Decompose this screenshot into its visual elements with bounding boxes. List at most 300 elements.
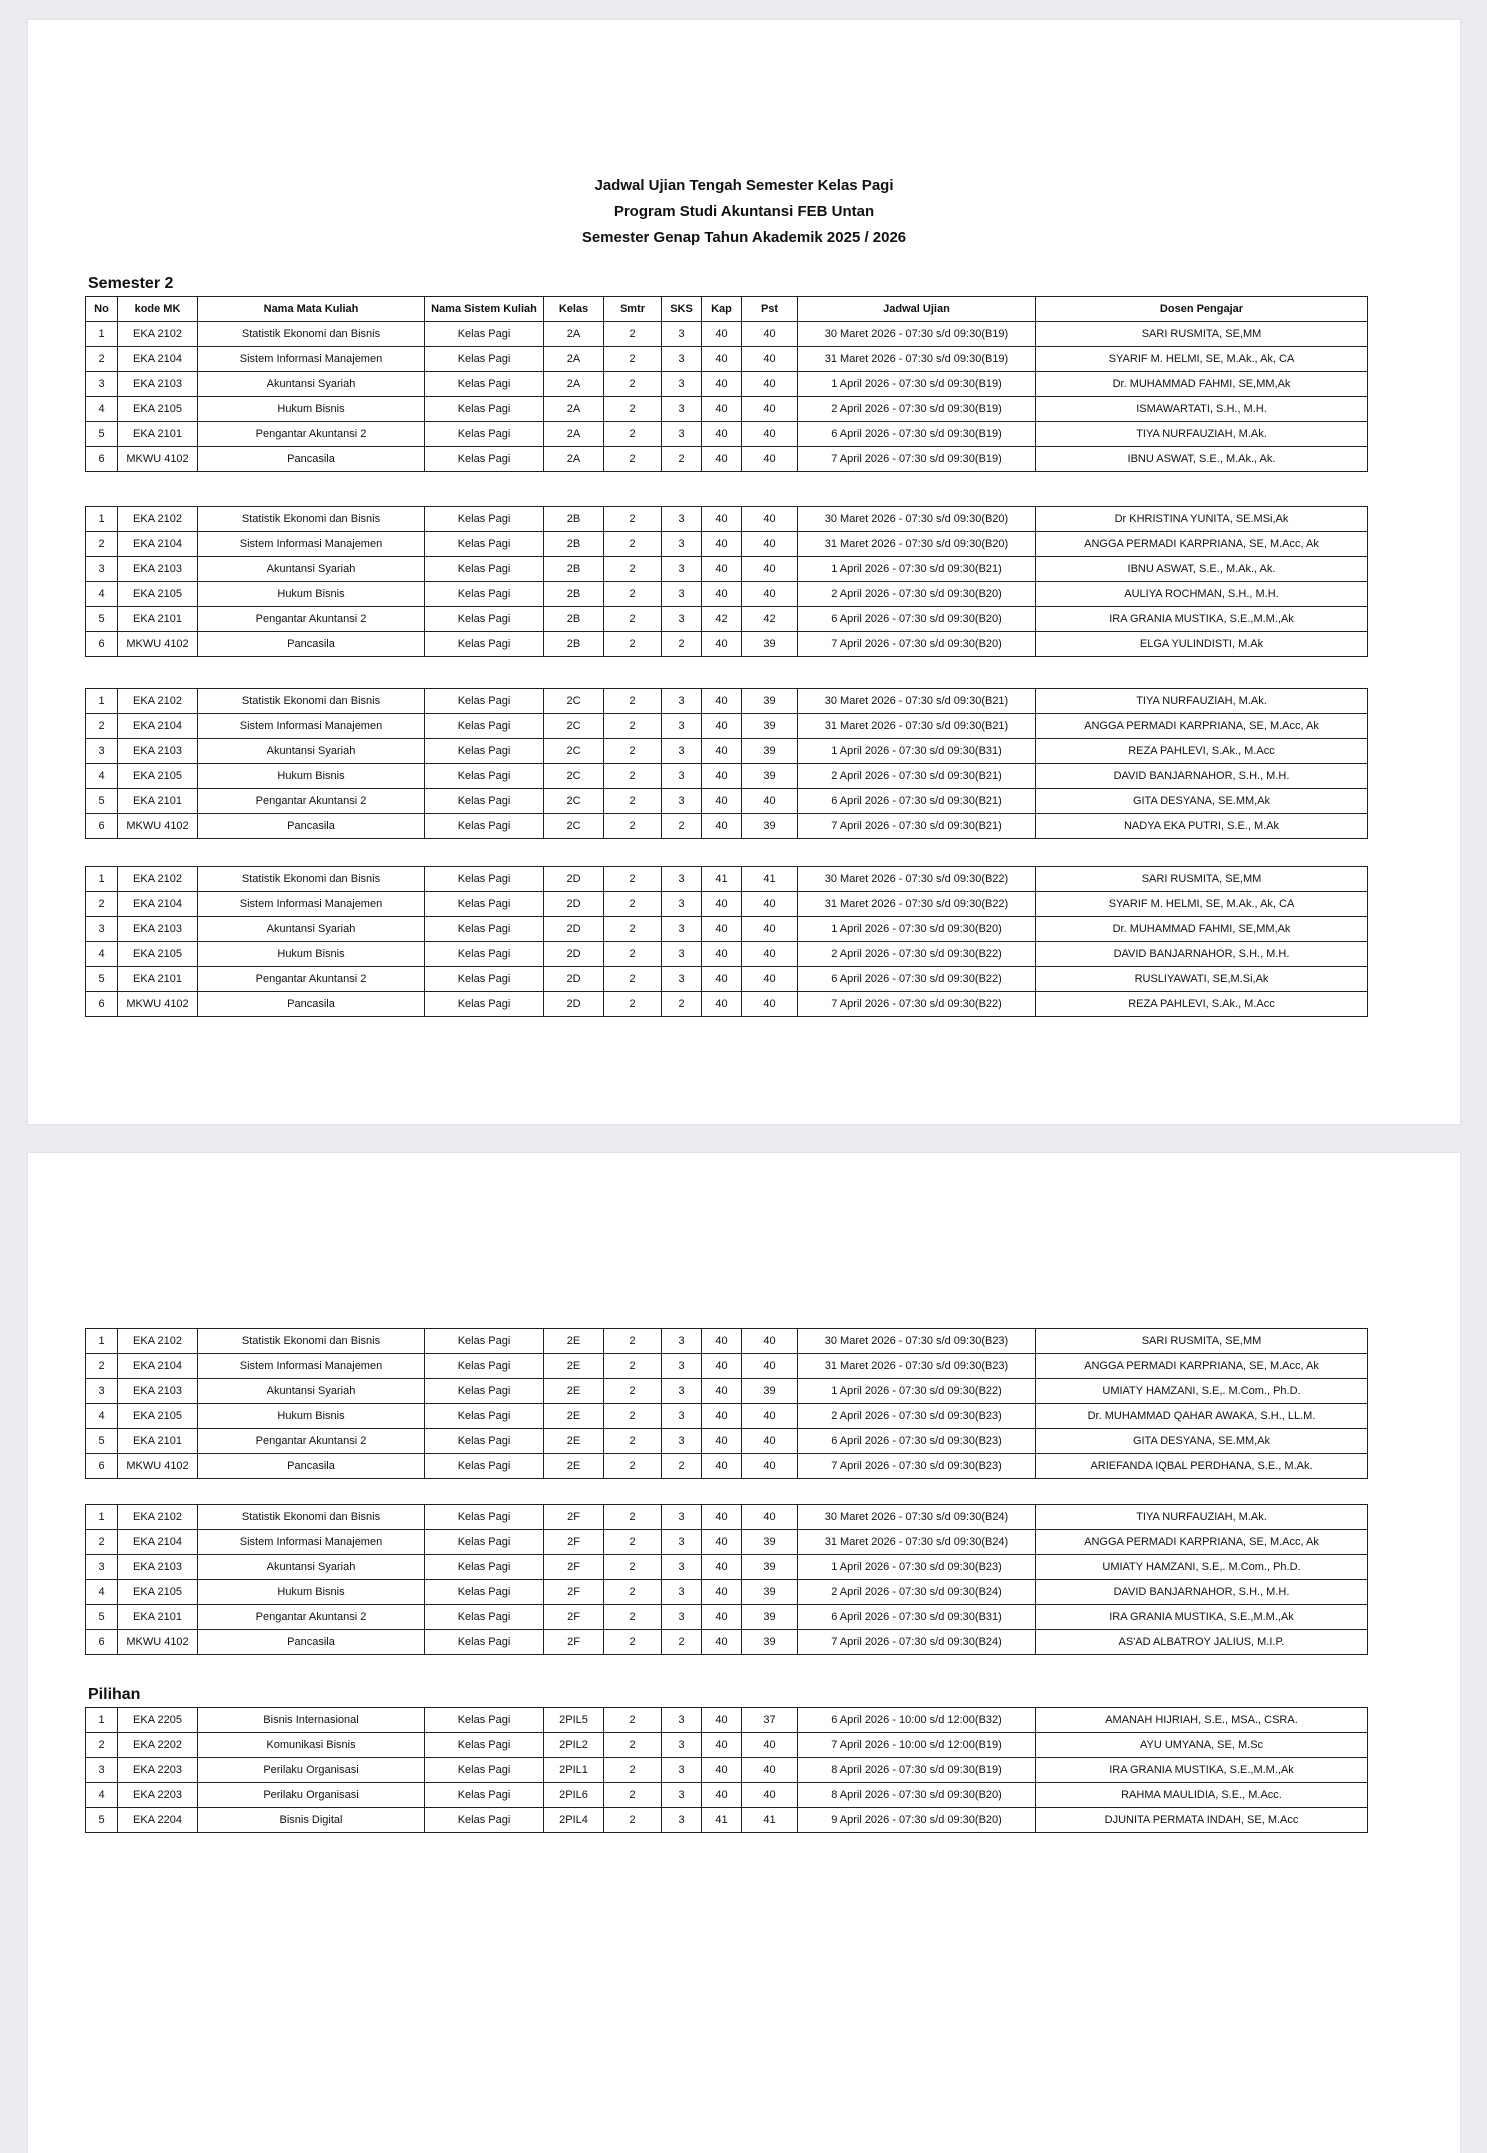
table-row [86, 372, 1368, 397]
col-smtr: 2 [604, 1354, 662, 1379]
col-sks: 2 [662, 632, 702, 657]
col-nama-mata-kuliah: Perilaku Organisasi [198, 1783, 425, 1808]
col-smtr: 2 [604, 1555, 662, 1580]
col-kap: 40 [702, 347, 742, 372]
col-pst: 39 [742, 739, 798, 764]
col-smtr: 2 [604, 764, 662, 789]
table-row [86, 1733, 1368, 1758]
col-jadwal-ujian: 7 April 2026 - 07:30 s/d 09:30(B19) [798, 447, 1036, 472]
col-kode-mk: EKA 2104 [118, 892, 198, 917]
schedule-table-2c [85, 688, 1368, 839]
col-smtr: 2 [604, 992, 662, 1017]
col-no: 2 [86, 1354, 118, 1379]
column-header-no: No [86, 297, 118, 322]
col-kode-mk: EKA 2102 [118, 867, 198, 892]
table-row [86, 1630, 1368, 1655]
col-smtr: 2 [604, 397, 662, 422]
col-sks: 3 [662, 689, 702, 714]
col-sks: 3 [662, 1429, 702, 1454]
col-dosen-pengajar: Dr. MUHAMMAD FAHMI, SE,MM,Ak [1036, 372, 1368, 397]
col-kelas: 2A [544, 422, 604, 447]
col-kelas: 2F [544, 1505, 604, 1530]
col-kode-mk: EKA 2104 [118, 532, 198, 557]
column-header-jadwal-ujian: Jadwal Ujian [798, 297, 1036, 322]
col-dosen-pengajar: IBNU ASWAT, S.E., M.Ak., Ak. [1036, 557, 1368, 582]
col-sistem-kuliah: Kelas Pagi [425, 992, 544, 1017]
col-pst: 41 [742, 1808, 798, 1833]
col-sistem-kuliah: Kelas Pagi [425, 422, 544, 447]
col-nama-mata-kuliah: Akuntansi Syariah [198, 1379, 425, 1404]
col-smtr: 2 [604, 1580, 662, 1605]
col-pst: 40 [742, 1404, 798, 1429]
col-smtr: 2 [604, 1630, 662, 1655]
col-smtr: 2 [604, 507, 662, 532]
section-label-pilihan: Pilihan [88, 1686, 141, 1703]
col-jadwal-ujian: 1 April 2026 - 07:30 s/d 09:30(B31) [798, 739, 1036, 764]
col-pst: 40 [742, 1329, 798, 1354]
col-kode-mk: MKWU 4102 [118, 814, 198, 839]
col-nama-mata-kuliah: Pancasila [198, 814, 425, 839]
col-sistem-kuliah: Kelas Pagi [425, 942, 544, 967]
col-pst: 39 [742, 714, 798, 739]
col-jadwal-ujian: 30 Maret 2026 - 07:30 s/d 09:30(B22) [798, 867, 1036, 892]
col-nama-mata-kuliah: Statistik Ekonomi dan Bisnis [198, 1505, 425, 1530]
col-no: 4 [86, 764, 118, 789]
col-no: 3 [86, 1555, 118, 1580]
col-no: 2 [86, 532, 118, 557]
table-row [86, 1329, 1368, 1354]
col-jadwal-ujian: 6 April 2026 - 07:30 s/d 09:30(B22) [798, 967, 1036, 992]
schedule-table-2b [85, 506, 1368, 657]
col-pst: 42 [742, 607, 798, 632]
col-kode-mk: EKA 2204 [118, 1808, 198, 1833]
col-nama-mata-kuliah: Pengantar Akuntansi 2 [198, 1605, 425, 1630]
col-kap: 40 [702, 789, 742, 814]
col-kap: 40 [702, 557, 742, 582]
col-smtr: 2 [604, 322, 662, 347]
col-kap: 40 [702, 1555, 742, 1580]
col-kode-mk: EKA 2101 [118, 1605, 198, 1630]
col-sks: 3 [662, 967, 702, 992]
col-kelas: 2D [544, 992, 604, 1017]
col-jadwal-ujian: 9 April 2026 - 07:30 s/d 09:30(B20) [798, 1808, 1036, 1833]
col-sistem-kuliah: Kelas Pagi [425, 447, 544, 472]
col-sks: 2 [662, 1454, 702, 1479]
col-nama-mata-kuliah: Hukum Bisnis [198, 764, 425, 789]
col-sks: 3 [662, 1379, 702, 1404]
table-row [86, 1758, 1368, 1783]
col-jadwal-ujian: 6 April 2026 - 07:30 s/d 09:30(B31) [798, 1605, 1036, 1630]
col-sistem-kuliah: Kelas Pagi [425, 507, 544, 532]
col-dosen-pengajar: RAHMA MAULIDIA, S.E., M.Acc. [1036, 1783, 1368, 1808]
table-row [86, 917, 1368, 942]
table-row [86, 322, 1368, 347]
col-dosen-pengajar: SYARIF M. HELMI, SE, M.Ak., Ak, CA [1036, 347, 1368, 372]
col-no: 5 [86, 607, 118, 632]
col-dosen-pengajar: ANGGA PERMADI KARPRIANA, SE, M.Acc, Ak [1036, 1530, 1368, 1555]
col-smtr: 2 [604, 1429, 662, 1454]
col-nama-mata-kuliah: Pengantar Akuntansi 2 [198, 967, 425, 992]
col-kelas: 2PIL4 [544, 1808, 604, 1833]
col-kode-mk: EKA 2105 [118, 942, 198, 967]
col-smtr: 2 [604, 739, 662, 764]
col-smtr: 2 [604, 532, 662, 557]
col-kap: 40 [702, 917, 742, 942]
table-row [86, 814, 1368, 839]
col-no: 2 [86, 1733, 118, 1758]
col-sistem-kuliah: Kelas Pagi [425, 557, 544, 582]
col-jadwal-ujian: 6 April 2026 - 07:30 s/d 09:30(B19) [798, 422, 1036, 447]
col-smtr: 2 [604, 632, 662, 657]
col-no: 2 [86, 1530, 118, 1555]
col-jadwal-ujian: 1 April 2026 - 07:30 s/d 09:30(B21) [798, 557, 1036, 582]
col-nama-mata-kuliah: Sistem Informasi Manajemen [198, 1530, 425, 1555]
col-no: 6 [86, 992, 118, 1017]
table-row [86, 1404, 1368, 1429]
col-kap: 40 [702, 1505, 742, 1530]
document-page-2 [28, 1153, 1460, 2153]
col-sistem-kuliah: Kelas Pagi [425, 967, 544, 992]
col-kelas: 2D [544, 942, 604, 967]
col-smtr: 2 [604, 1733, 662, 1758]
col-dosen-pengajar: IRA GRANIA MUSTIKA, S.E.,M.M.,Ak [1036, 1605, 1368, 1630]
col-nama-mata-kuliah: Pancasila [198, 447, 425, 472]
col-jadwal-ujian: 31 Maret 2026 - 07:30 s/d 09:30(B20) [798, 532, 1036, 557]
col-kap: 40 [702, 1733, 742, 1758]
table-row [86, 992, 1368, 1017]
col-sks: 3 [662, 1758, 702, 1783]
col-kap: 40 [702, 1783, 742, 1808]
col-sistem-kuliah: Kelas Pagi [425, 917, 544, 942]
col-pst: 40 [742, 582, 798, 607]
col-pst: 40 [742, 397, 798, 422]
col-kode-mk: EKA 2101 [118, 789, 198, 814]
col-smtr: 2 [604, 867, 662, 892]
col-kap: 40 [702, 1530, 742, 1555]
col-sks: 3 [662, 714, 702, 739]
col-pst: 40 [742, 422, 798, 447]
col-no: 3 [86, 739, 118, 764]
col-smtr: 2 [604, 1329, 662, 1354]
col-pst: 39 [742, 1580, 798, 1605]
col-nama-mata-kuliah: Pancasila [198, 992, 425, 1017]
col-kode-mk: EKA 2202 [118, 1733, 198, 1758]
col-kelas: 2C [544, 764, 604, 789]
col-no: 5 [86, 422, 118, 447]
col-dosen-pengajar: ANGGA PERMADI KARPRIANA, SE, M.Acc, Ak [1036, 714, 1368, 739]
col-kelas: 2PIL5 [544, 1708, 604, 1733]
col-no: 3 [86, 557, 118, 582]
col-kode-mk: EKA 2105 [118, 582, 198, 607]
col-kap: 40 [702, 992, 742, 1017]
col-kap: 40 [702, 582, 742, 607]
col-sistem-kuliah: Kelas Pagi [425, 1530, 544, 1555]
col-sks: 3 [662, 1783, 702, 1808]
col-dosen-pengajar: DJUNITA PERMATA INDAH, SE, M.Acc [1036, 1808, 1368, 1833]
col-no: 6 [86, 447, 118, 472]
col-dosen-pengajar: TIYA NURFAUZIAH, M.Ak. [1036, 689, 1368, 714]
table-row [86, 347, 1368, 372]
col-kode-mk: EKA 2102 [118, 689, 198, 714]
col-sks: 3 [662, 789, 702, 814]
col-kap: 41 [702, 867, 742, 892]
table-row [86, 532, 1368, 557]
col-dosen-pengajar: UMIATY HAMZANI, S.E,. M.Com., Ph.D. [1036, 1555, 1368, 1580]
col-nama-mata-kuliah: Sistem Informasi Manajemen [198, 532, 425, 557]
col-pst: 40 [742, 1505, 798, 1530]
col-kap: 40 [702, 892, 742, 917]
col-sistem-kuliah: Kelas Pagi [425, 632, 544, 657]
col-dosen-pengajar: Dr KHRISTINA YUNITA, SE.MSi,Ak [1036, 507, 1368, 532]
col-no: 4 [86, 1580, 118, 1605]
col-no: 5 [86, 1605, 118, 1630]
col-nama-mata-kuliah: Hukum Bisnis [198, 397, 425, 422]
col-kap: 40 [702, 1454, 742, 1479]
col-pst: 40 [742, 372, 798, 397]
col-dosen-pengajar: IBNU ASWAT, S.E., M.Ak., Ak. [1036, 447, 1368, 472]
col-pst: 40 [742, 347, 798, 372]
col-sks: 3 [662, 1808, 702, 1833]
col-kode-mk: EKA 2102 [118, 1329, 198, 1354]
col-jadwal-ujian: 30 Maret 2026 - 07:30 s/d 09:30(B23) [798, 1329, 1036, 1354]
col-kelas: 2C [544, 739, 604, 764]
col-dosen-pengajar: UMIATY HAMZANI, S.E,. M.Com., Ph.D. [1036, 1379, 1368, 1404]
col-kode-mk: EKA 2102 [118, 322, 198, 347]
col-sks: 3 [662, 1580, 702, 1605]
col-sistem-kuliah: Kelas Pagi [425, 1580, 544, 1605]
col-pst: 39 [742, 1530, 798, 1555]
col-sks: 3 [662, 1329, 702, 1354]
col-pst: 40 [742, 1454, 798, 1479]
col-nama-mata-kuliah: Sistem Informasi Manajemen [198, 892, 425, 917]
col-kode-mk: EKA 2104 [118, 714, 198, 739]
column-header-kelas: Kelas [544, 297, 604, 322]
col-kode-mk: EKA 2102 [118, 1505, 198, 1530]
col-pst: 40 [742, 447, 798, 472]
col-smtr: 2 [604, 1605, 662, 1630]
col-sistem-kuliah: Kelas Pagi [425, 532, 544, 557]
col-no: 6 [86, 1454, 118, 1479]
col-kode-mk: EKA 2104 [118, 347, 198, 372]
col-pst: 40 [742, 892, 798, 917]
col-kelas: 2D [544, 917, 604, 942]
col-sks: 3 [662, 557, 702, 582]
col-kelas: 2D [544, 892, 604, 917]
col-pst: 40 [742, 1429, 798, 1454]
col-kelas: 2C [544, 789, 604, 814]
col-dosen-pengajar: SARI RUSMITA, SE,MM [1036, 322, 1368, 347]
schedule-table-2f [85, 1504, 1368, 1655]
col-kap: 40 [702, 372, 742, 397]
col-jadwal-ujian: 6 April 2026 - 07:30 s/d 09:30(B20) [798, 607, 1036, 632]
col-kelas: 2F [544, 1630, 604, 1655]
col-kelas: 2E [544, 1454, 604, 1479]
table-row [86, 1454, 1368, 1479]
col-kode-mk: MKWU 4102 [118, 1454, 198, 1479]
col-pst: 40 [742, 992, 798, 1017]
table-row [86, 867, 1368, 892]
col-sistem-kuliah: Kelas Pagi [425, 347, 544, 372]
col-jadwal-ujian: 30 Maret 2026 - 07:30 s/d 09:30(B21) [798, 689, 1036, 714]
col-kelas: 2B [544, 582, 604, 607]
col-smtr: 2 [604, 967, 662, 992]
col-nama-mata-kuliah: Sistem Informasi Manajemen [198, 714, 425, 739]
col-kode-mk: EKA 2105 [118, 1404, 198, 1429]
col-pst: 40 [742, 1354, 798, 1379]
col-sks: 3 [662, 867, 702, 892]
col-sistem-kuliah: Kelas Pagi [425, 322, 544, 347]
col-nama-mata-kuliah: Hukum Bisnis [198, 582, 425, 607]
col-kelas: 2A [544, 447, 604, 472]
col-jadwal-ujian: 31 Maret 2026 - 07:30 s/d 09:30(B22) [798, 892, 1036, 917]
col-pst: 40 [742, 917, 798, 942]
table-row [86, 422, 1368, 447]
col-no: 4 [86, 1783, 118, 1808]
col-sks: 3 [662, 372, 702, 397]
col-nama-mata-kuliah: Pancasila [198, 1454, 425, 1479]
col-sks: 3 [662, 607, 702, 632]
col-kelas: 2E [544, 1429, 604, 1454]
col-dosen-pengajar: REZA PAHLEVI, S.Ak., M.Acc [1036, 739, 1368, 764]
table-header-row [86, 297, 1368, 322]
col-smtr: 2 [604, 714, 662, 739]
col-sks: 3 [662, 1505, 702, 1530]
col-smtr: 2 [604, 1530, 662, 1555]
col-no: 5 [86, 1429, 118, 1454]
col-kap: 42 [702, 607, 742, 632]
col-kelas: 2PIL2 [544, 1733, 604, 1758]
section-label-semester-2: Semester 2 [88, 275, 174, 292]
col-sks: 3 [662, 1733, 702, 1758]
col-no: 1 [86, 867, 118, 892]
col-sks: 2 [662, 1630, 702, 1655]
col-nama-mata-kuliah: Statistik Ekonomi dan Bisnis [198, 322, 425, 347]
col-pst: 40 [742, 322, 798, 347]
col-pst: 39 [742, 814, 798, 839]
col-kap: 40 [702, 322, 742, 347]
col-kelas: 2A [544, 347, 604, 372]
table-row [86, 967, 1368, 992]
col-nama-mata-kuliah: Komunikasi Bisnis [198, 1733, 425, 1758]
col-kode-mk: EKA 2105 [118, 764, 198, 789]
col-jadwal-ujian: 7 April 2026 - 07:30 s/d 09:30(B22) [798, 992, 1036, 1017]
col-dosen-pengajar: IRA GRANIA MUSTIKA, S.E.,M.M.,Ak [1036, 1758, 1368, 1783]
col-kelas: 2C [544, 714, 604, 739]
col-nama-mata-kuliah: Hukum Bisnis [198, 1580, 425, 1605]
table-row [86, 1354, 1368, 1379]
col-sks: 3 [662, 942, 702, 967]
col-dosen-pengajar: SARI RUSMITA, SE,MM [1036, 867, 1368, 892]
col-sistem-kuliah: Kelas Pagi [425, 714, 544, 739]
col-jadwal-ujian: 6 April 2026 - 10:00 s/d 12:00(B32) [798, 1708, 1036, 1733]
col-kelas: 2F [544, 1555, 604, 1580]
col-kelas: 2PIL6 [544, 1783, 604, 1808]
col-jadwal-ujian: 31 Maret 2026 - 07:30 s/d 09:30(B23) [798, 1354, 1036, 1379]
col-dosen-pengajar: ISMAWARTATI, S.H., M.H. [1036, 397, 1368, 422]
col-kelas: 2E [544, 1329, 604, 1354]
col-no: 1 [86, 689, 118, 714]
col-pst: 39 [742, 632, 798, 657]
schedule-table-2e [85, 1328, 1368, 1479]
col-sistem-kuliah: Kelas Pagi [425, 1379, 544, 1404]
col-kode-mk: EKA 2103 [118, 372, 198, 397]
title-line-2: Program Studi Akuntansi FEB Untan [613, 203, 875, 220]
col-dosen-pengajar: AMANAH HIJRIAH, S.E., MSA., CSRA. [1036, 1708, 1368, 1733]
col-sistem-kuliah: Kelas Pagi [425, 867, 544, 892]
table-row [86, 1580, 1368, 1605]
col-jadwal-ujian: 2 April 2026 - 07:30 s/d 09:30(B20) [798, 582, 1036, 607]
col-jadwal-ujian: 8 April 2026 - 07:30 s/d 09:30(B19) [798, 1758, 1036, 1783]
col-sks: 3 [662, 347, 702, 372]
col-sistem-kuliah: Kelas Pagi [425, 689, 544, 714]
table-row [86, 1708, 1368, 1733]
col-smtr: 2 [604, 892, 662, 917]
col-sks: 3 [662, 739, 702, 764]
table-row [86, 1808, 1368, 1833]
col-smtr: 2 [604, 422, 662, 447]
col-pst: 39 [742, 1630, 798, 1655]
col-kap: 40 [702, 1404, 742, 1429]
col-sks: 3 [662, 582, 702, 607]
col-no: 4 [86, 397, 118, 422]
col-nama-mata-kuliah: Akuntansi Syariah [198, 739, 425, 764]
table-row [86, 1505, 1368, 1530]
col-smtr: 2 [604, 814, 662, 839]
col-sistem-kuliah: Kelas Pagi [425, 1505, 544, 1530]
col-kap: 40 [702, 632, 742, 657]
title-line-1: Jadwal Ujian Tengah Semester Kelas Pagi [594, 177, 894, 194]
table-row [86, 1379, 1368, 1404]
col-dosen-pengajar: ANGGA PERMADI KARPRIANA, SE, M.Acc, Ak [1036, 1354, 1368, 1379]
schedule-table-2d [85, 866, 1368, 1017]
col-kap: 40 [702, 814, 742, 839]
col-kode-mk: MKWU 4102 [118, 1630, 198, 1655]
col-pst: 40 [742, 1758, 798, 1783]
table-row [86, 892, 1368, 917]
col-jadwal-ujian: 1 April 2026 - 07:30 s/d 09:30(B22) [798, 1379, 1036, 1404]
col-sistem-kuliah: Kelas Pagi [425, 1329, 544, 1354]
col-sks: 3 [662, 1404, 702, 1429]
col-kode-mk: EKA 2105 [118, 397, 198, 422]
col-pst: 39 [742, 1379, 798, 1404]
col-kelas: 2B [544, 532, 604, 557]
col-smtr: 2 [604, 582, 662, 607]
col-jadwal-ujian: 30 Maret 2026 - 07:30 s/d 09:30(B24) [798, 1505, 1036, 1530]
table-row [86, 1605, 1368, 1630]
column-header-smtr: Smtr [604, 297, 662, 322]
col-jadwal-ujian: 2 April 2026 - 07:30 s/d 09:30(B21) [798, 764, 1036, 789]
col-sistem-kuliah: Kelas Pagi [425, 582, 544, 607]
col-kelas: 2PIL1 [544, 1758, 604, 1783]
col-kode-mk: EKA 2103 [118, 739, 198, 764]
col-nama-mata-kuliah: Statistik Ekonomi dan Bisnis [198, 1329, 425, 1354]
col-no: 3 [86, 1758, 118, 1783]
col-smtr: 2 [604, 1808, 662, 1833]
col-kelas: 2D [544, 867, 604, 892]
col-jadwal-ujian: 7 April 2026 - 10:00 s/d 12:00(B19) [798, 1733, 1036, 1758]
table-row [86, 739, 1368, 764]
col-kap: 40 [702, 739, 742, 764]
col-dosen-pengajar: SYARIF M. HELMI, SE, M.Ak., Ak, CA [1036, 892, 1368, 917]
table-row [86, 1783, 1368, 1808]
col-jadwal-ujian: 30 Maret 2026 - 07:30 s/d 09:30(B20) [798, 507, 1036, 532]
table-row [86, 582, 1368, 607]
col-dosen-pengajar: AS'AD ALBATROY JALIUS, M.I.P. [1036, 1630, 1368, 1655]
col-no: 4 [86, 942, 118, 967]
col-dosen-pengajar: Dr. MUHAMMAD QAHAR AWAKA, S.H., LL.M. [1036, 1404, 1368, 1429]
col-nama-mata-kuliah: Hukum Bisnis [198, 1404, 425, 1429]
table-row [86, 557, 1368, 582]
